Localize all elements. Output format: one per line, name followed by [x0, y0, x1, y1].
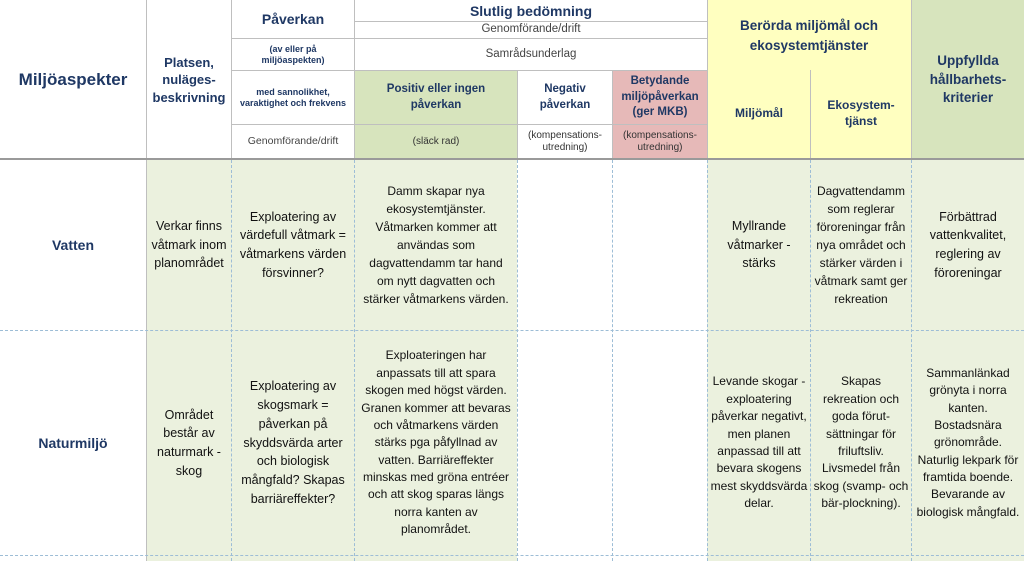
header-paverkan-sub2: med sannolikhet, varaktighet och frekvens [239, 86, 347, 108]
row-vatten-miljomal: Myllrande våtmarker - stärks [727, 218, 791, 271]
header-paverkan: Påverkan [261, 11, 325, 27]
header-miljomal: Miljömål [734, 105, 783, 120]
header-berorda: Berörda miljömål och ekosystemtjänster [739, 17, 879, 53]
header-paverkan-drift: Genomförande/drift [247, 135, 339, 148]
grid-line [810, 70, 811, 159]
grid-line [0, 555, 1024, 556]
header-miljoaspekter: Miljöaspekter [18, 69, 128, 89]
row-naturmiljo-aspekt: Naturmiljö [38, 435, 108, 451]
row-naturmiljo-paverkan: Exploatering av skogsmark = påverkan på skyddsvärda arter och biologisk mångfald? Skapas barriäreffekter? [241, 379, 345, 506]
header-slutlig: Slutlig bedömning [469, 2, 593, 19]
header-slutlig-drift: Genomförande/drift [481, 23, 581, 36]
header-positiv-note: (släck rad) [412, 135, 460, 147]
row-vatten-paverkan: Exploatering av värdefull våtmark = våtmarkens värden försvinner? [239, 209, 347, 280]
header-paverkan-sub: (av eller på miljöaspekten) [261, 43, 325, 65]
header-positiv: Positiv eller ingen påverkan [386, 82, 486, 111]
row-naturmiljo-negativ [518, 331, 612, 555]
row-naturmiljo-uppfyllda: Sammanlänkad grönyta i norra kanten. Bostadsnära grönområde. Naturlig lekpark för framtida boende. Bevarande av biologisk mångfald. [916, 365, 1020, 519]
row-vatten-aspekt: Vatten [51, 237, 94, 253]
header-platsen: Platsen, nuläges-beskrivning [152, 54, 226, 105]
row-naturmiljo-platsen: Området består av naturmark - skog [157, 407, 221, 478]
row-naturmiljo-betydande [613, 331, 707, 555]
row-vatten-uppfyllda: Förbättrad vattenkvalitet, reglering av föroreningar [929, 209, 1007, 280]
row-vatten-platsen: Verkar finns våtmark inom planområdet [151, 218, 227, 271]
row-naturmiljo-ekosystem: Skapas rekreation och goda förut-sättningar för friluftsliv. Livsmedel från skog (svamp- och bär-plockning). [813, 374, 909, 511]
grid-line [810, 160, 811, 561]
row-vatten-ekosystem: Dagvattendamm som reglerar föroreningar från nya området och stärker värden i våtmark samt ger rekreation [814, 184, 908, 306]
grid-line [231, 160, 232, 561]
header-negativ-note: (kompensations-utredning) [528, 129, 602, 153]
header-negativ: Negativ påverkan [539, 82, 591, 111]
row-naturmiljo-miljomal: Levande skogar - exploatering påverkar negativt, men planen anpassad till att bevara skogens mest skyddsvärda delar. [710, 374, 808, 511]
header-betydande: Betydande miljöpåverkan (ger MKB) [621, 75, 699, 119]
row-vatten-negativ [518, 160, 612, 330]
row-vatten-betydande [613, 160, 707, 330]
grid-line [707, 160, 708, 561]
header-ekosystem: Ekosystem-tjänst [827, 97, 895, 128]
row-naturmiljo-positiv: Exploateringen har anpassats till att spara skogen med högst värden. Granen kommer att bevaras och våtmarkens värden stärks pga påfyllnad av vatten. Barriäreffekter minskas med gröna entréer och att skog sparas längs norra kanten av planområdet. [361, 348, 511, 537]
row-vatten-positiv: Damm skapar nya ekosystemtjänster. Våtmarken kommer att användas som dagvattendamm tar hand om nytt dagvatten och stärker våtmarkens värden. [363, 184, 509, 306]
header-samrad: Samrådsunderlag [485, 47, 577, 60]
header-uppfyllda: Uppfyllda hållbarhets-kriterier [929, 52, 1007, 106]
grid-line [911, 160, 912, 561]
grid-line [911, 0, 912, 159]
grid-line [354, 160, 355, 561]
header-betydande-note: (kompensations-utredning) [623, 129, 697, 153]
